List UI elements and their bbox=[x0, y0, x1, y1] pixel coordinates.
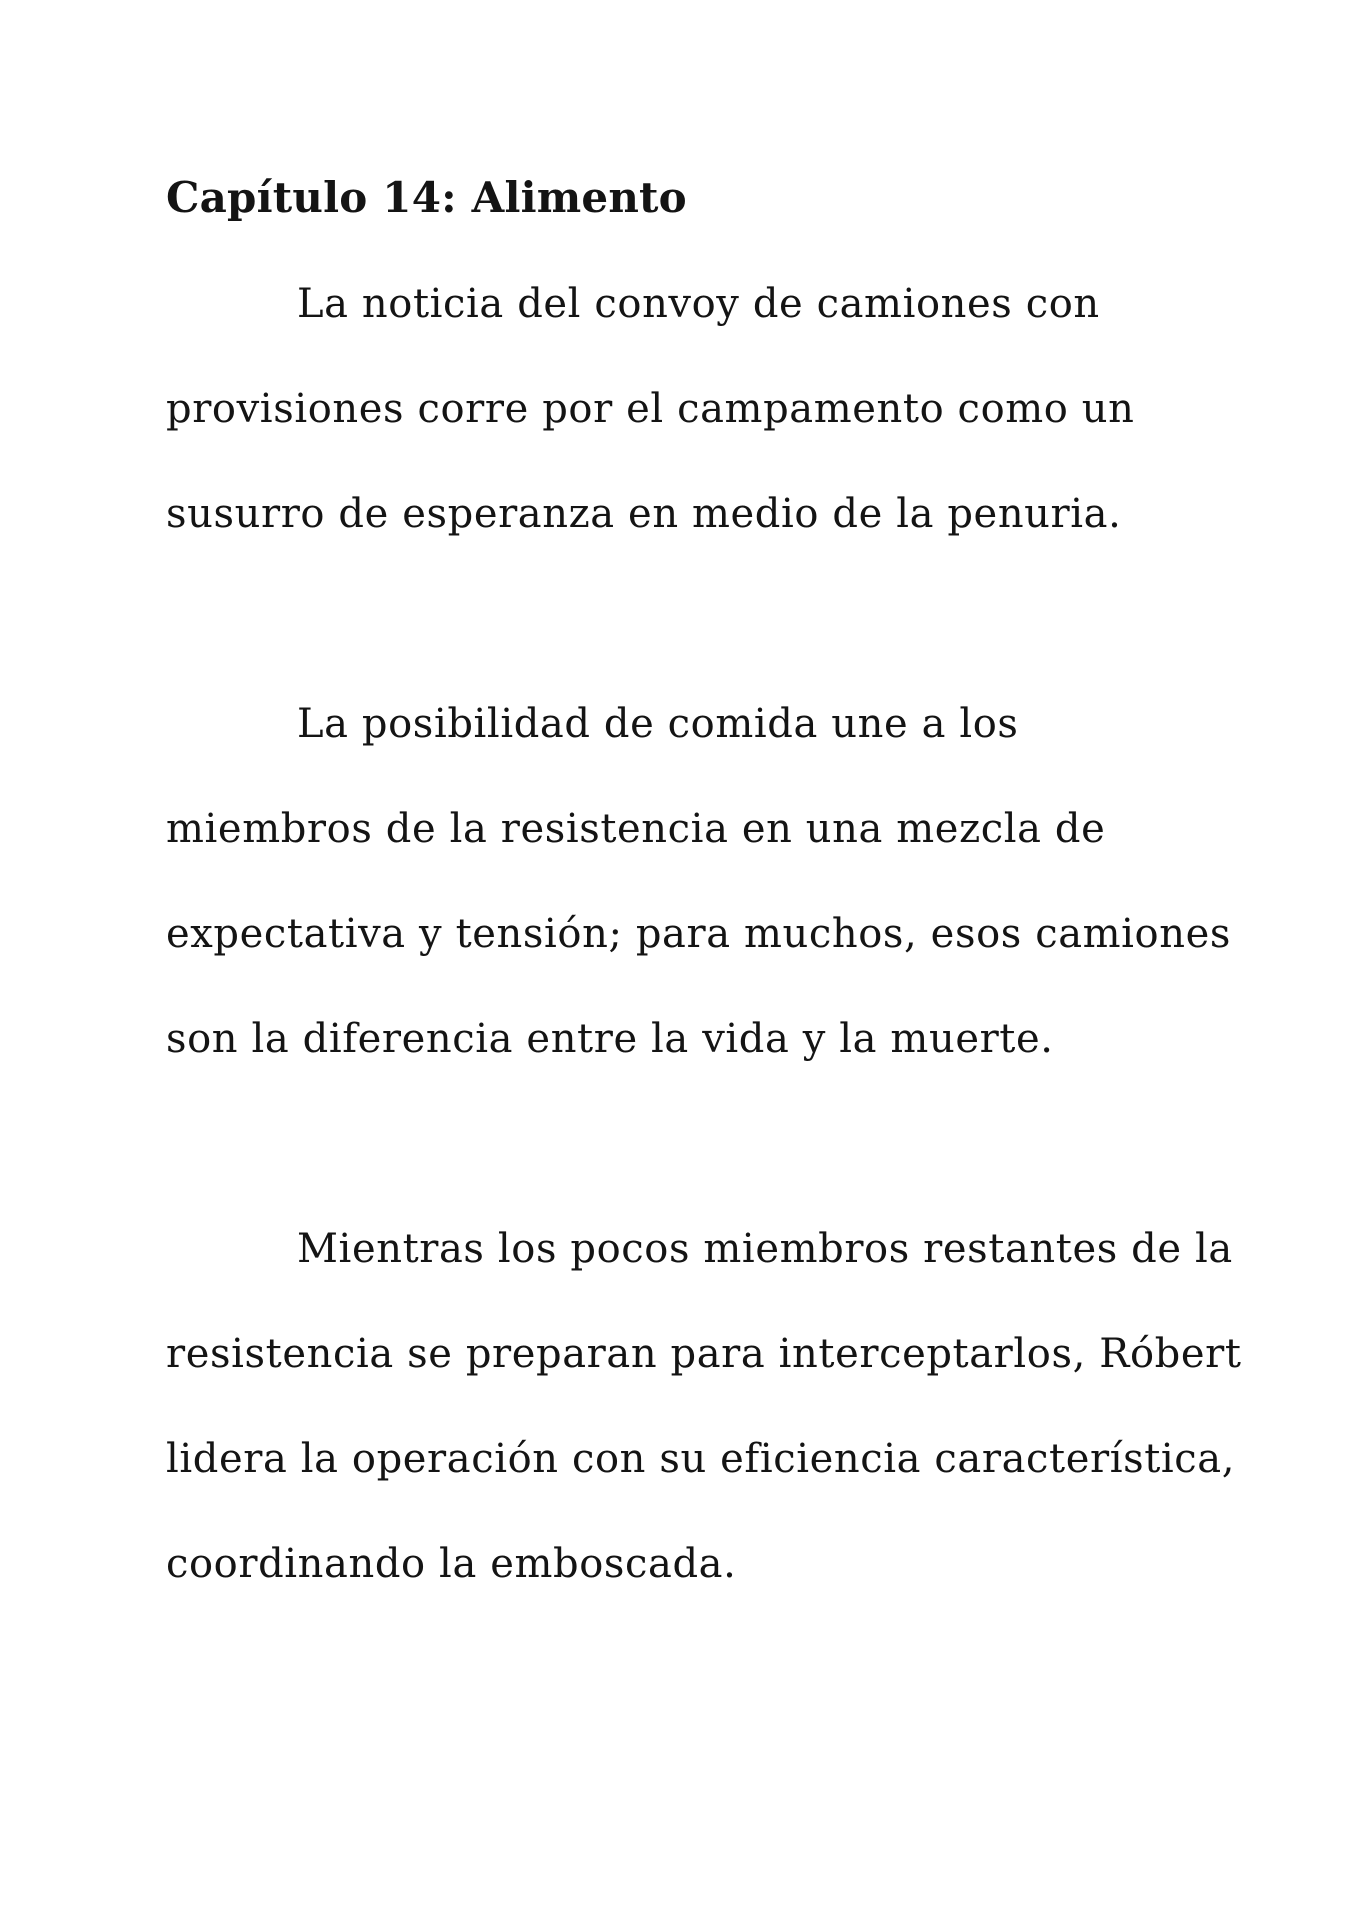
paragraph-line: La noticia del convoy de camiones con bbox=[297, 281, 1100, 327]
paragraph-line: son la diferencia entre la vida y la muerte. bbox=[166, 1016, 1054, 1062]
paragraph-2 bbox=[166, 672, 1231, 1092]
paragraph-line: lidera la operación con su eficiencia característica, bbox=[166, 1436, 1236, 1482]
paragraph-line: provisiones corre por el campamento como un bbox=[166, 386, 1135, 432]
paragraph-line: resistencia se preparan para interceptarlos, Róbert bbox=[166, 1331, 1242, 1377]
paragraph-line: miembros de la resistencia en una mezcla de bbox=[166, 806, 1106, 852]
chapter-title: Capítulo 14: Alimento bbox=[166, 173, 687, 222]
paragraph-line: La posibilidad de comida une a los bbox=[297, 701, 1019, 747]
paragraph-1 bbox=[166, 252, 1135, 567]
paragraph-line: expectativa y tensión; para muchos, esos camiones bbox=[166, 911, 1232, 957]
paragraph-line: Mientras los pocos miembros restantes de la bbox=[297, 1226, 1233, 1272]
paragraph-line: susurro de esperanza en medio de la penuria. bbox=[166, 491, 1122, 537]
paragraph-line: coordinando la emboscada. bbox=[166, 1541, 737, 1587]
paragraph-3 bbox=[166, 1197, 1242, 1617]
